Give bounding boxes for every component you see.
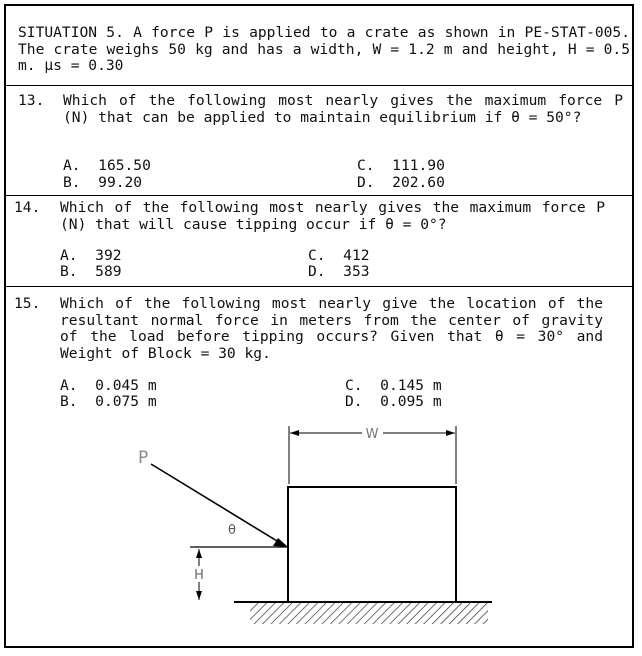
w-arrowhead-right — [446, 430, 455, 436]
option-value: 353 — [343, 263, 370, 280]
situation-text: SITUATION 5. A force P is applied to a crate as shown in PE-STAT-005. The crate weighs 50 kg and has a width, W = 1.2 m and height, H = 0.5 m. μs = 0.30 — [18, 24, 630, 74]
option-value: 165.50 — [98, 157, 151, 174]
option-value: 0.095 m — [380, 393, 442, 410]
p-label: P — [138, 448, 149, 468]
option-value: 392 — [95, 247, 122, 264]
option-letter: B. — [60, 263, 78, 280]
option-letter: B. — [60, 393, 78, 410]
option-value: 0.075 m — [95, 393, 157, 410]
option-letter: C. — [308, 247, 326, 264]
option-letter: D. — [308, 263, 326, 280]
option-value: 111.90 — [392, 157, 445, 174]
crate — [288, 487, 456, 602]
option-value: 0.145 m — [380, 377, 442, 394]
question-13-text: Which of the following most nearly gives the maximum force P (N) that can be applied to maintain equilibrium if θ = 50°? — [63, 92, 623, 126]
option-letter: C. — [357, 157, 375, 174]
question-15-number: 15. — [14, 295, 41, 312]
w-label: W — [365, 427, 379, 442]
h-label: H — [194, 568, 204, 583]
question-13-number: 13. — [18, 92, 45, 109]
w-arrowhead-left — [290, 430, 299, 436]
h-arrowhead-bottom — [196, 591, 202, 600]
theta-label: θ — [228, 523, 236, 538]
ground-hatch — [250, 602, 488, 624]
option-value: 202.60 — [392, 174, 445, 191]
question-14-number: 14. — [14, 199, 41, 216]
option-letter: D. — [357, 174, 375, 191]
h-arrowhead-top — [196, 549, 202, 558]
option-letter: A. — [60, 377, 78, 394]
option-letter: B. — [63, 174, 81, 191]
option-letter: A. — [63, 157, 81, 174]
option-letter: A. — [60, 247, 78, 264]
problem-sheet — [4, 4, 634, 648]
option-value: 589 — [95, 263, 122, 280]
crate-figure — [6, 6, 632, 646]
question-14-text: Which of the following most nearly gives the maximum force P (N) that will cause tipping occur if θ = 0°? — [60, 199, 605, 233]
option-letter: C. — [345, 377, 363, 394]
option-value: 412 — [343, 247, 370, 264]
option-value: 0.045 m — [95, 377, 157, 394]
force-p-arrow — [151, 464, 282, 544]
option-value: 99.20 — [98, 174, 143, 191]
question-15-text: Which of the following most nearly give the location of the resultant normal force in meters from the center of gravity of the load before tipping occurs? Given that θ = 30° and Weight of Block = 30 kg. — [60, 295, 603, 362]
option-letter: D. — [345, 393, 363, 410]
